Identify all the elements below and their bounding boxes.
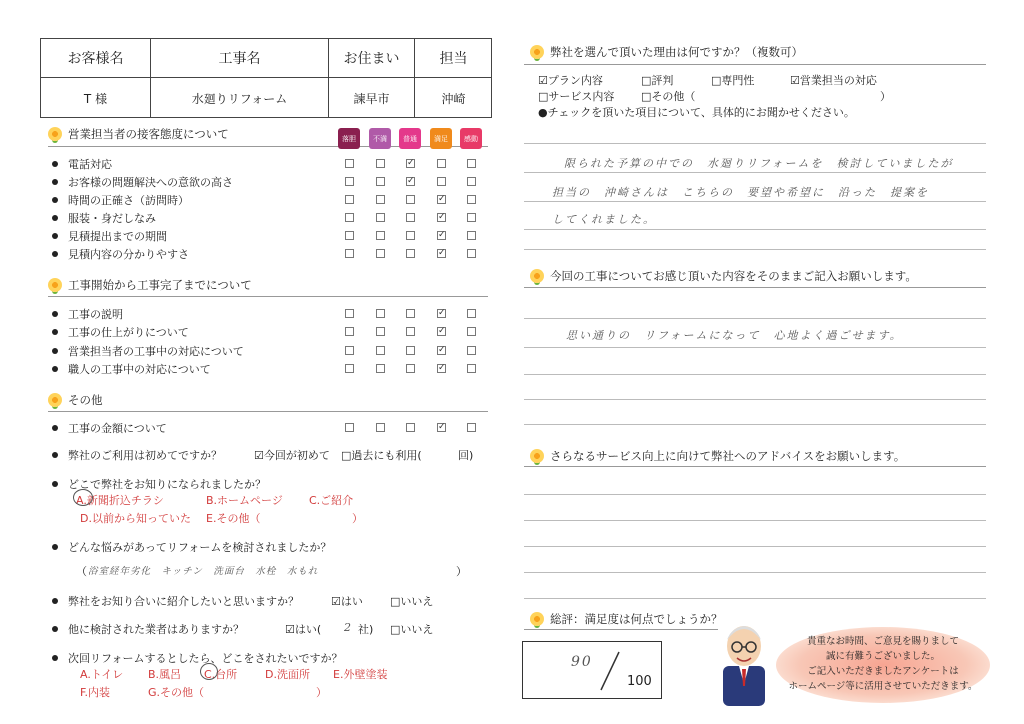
rating-row bbox=[52, 324, 189, 340]
work-name: 水廻りリフォーム bbox=[151, 78, 329, 118]
rating-checkbox[interactable] bbox=[467, 231, 476, 240]
slash-mark bbox=[597, 650, 623, 692]
concern-paren-close: ） bbox=[456, 565, 467, 578]
flower-icon bbox=[48, 278, 62, 292]
rating-checkbox[interactable]: ✓ bbox=[438, 248, 446, 258]
bullet-icon bbox=[52, 311, 58, 317]
flower-icon bbox=[530, 269, 544, 283]
badge-disappointed: 落胆 bbox=[338, 128, 360, 149]
other-vendors-unit: 社) bbox=[358, 623, 374, 636]
answer-line bbox=[524, 318, 986, 319]
rating-checkbox[interactable]: ✓ bbox=[407, 176, 415, 186]
rating-checkbox[interactable] bbox=[406, 309, 415, 318]
rating-checkbox[interactable]: ✓ bbox=[438, 344, 446, 355]
rating-checkbox[interactable] bbox=[376, 231, 385, 240]
question-introduce: 弊社をお知り合いに紹介したいと思いますか？ bbox=[52, 593, 299, 609]
rating-label: 工事の仕上がりについて bbox=[68, 326, 189, 340]
rating-checkbox[interactable] bbox=[467, 309, 476, 318]
reason-plan[interactable]: ☑プラン内容 bbox=[538, 74, 603, 87]
rating-checkbox[interactable]: ✓ bbox=[438, 362, 446, 373]
flower-icon bbox=[530, 612, 544, 626]
rating-label: 工事の説明 bbox=[68, 308, 123, 321]
next-option-g-end: ） bbox=[316, 686, 327, 699]
question-next-reform: 次回リフォームするとしたら、どこをされたいですか？ bbox=[52, 650, 342, 666]
next-option-c[interactable]: C.台所 bbox=[204, 668, 238, 681]
next-option-d[interactable]: D.洗面所 bbox=[265, 668, 310, 681]
bullet-icon bbox=[52, 348, 58, 354]
rating-checkbox[interactable] bbox=[376, 327, 385, 336]
section-other-heading: その他 bbox=[48, 392, 103, 408]
reason-heading: 弊社を選んで頂いた理由は何ですか？（複数可） bbox=[530, 44, 803, 60]
rating-checkbox[interactable] bbox=[345, 309, 354, 318]
rating-checkbox[interactable] bbox=[467, 249, 476, 258]
other-vendors-count: 2 bbox=[344, 621, 353, 634]
other-vendors-no[interactable]: □いいえ bbox=[390, 623, 434, 636]
rating-checkbox[interactable] bbox=[437, 159, 446, 168]
badge-normal: 普通 bbox=[399, 128, 421, 149]
question-first-use: 弊社のご利用は初めてですか？ bbox=[52, 447, 222, 463]
rating-label: お客様の問題解決への意欲の高さ bbox=[68, 176, 233, 189]
first-use-option-past[interactable]: □過去にも利用( bbox=[341, 449, 422, 462]
badge-impressed: 感動 bbox=[460, 128, 482, 149]
introduce-yes[interactable]: ☑はい bbox=[331, 595, 363, 608]
answer-line bbox=[524, 347, 986, 348]
rating-checkbox[interactable] bbox=[467, 364, 476, 373]
bullet-icon bbox=[52, 233, 58, 239]
divider bbox=[524, 287, 986, 288]
rating-label: 服装・身だしなみ bbox=[68, 212, 156, 225]
rating-row bbox=[52, 174, 233, 190]
answer-line bbox=[524, 572, 986, 573]
rating-row bbox=[52, 228, 167, 244]
rating-checkbox[interactable] bbox=[345, 159, 354, 168]
section-staff-heading: 営業担当者の接客態度について bbox=[48, 126, 229, 142]
rating-checkbox[interactable] bbox=[345, 249, 354, 258]
rating-checkbox[interactable]: ✓ bbox=[438, 422, 446, 432]
concern-paren-open: （ bbox=[76, 565, 87, 578]
rating-row bbox=[52, 246, 189, 262]
header-label-staff: 担当 bbox=[415, 39, 492, 78]
header-label-address: お住まい bbox=[329, 39, 415, 78]
divider bbox=[48, 146, 488, 147]
reason-answer-line-1: 限られた予算の中での 水廻りリフォームを 検討していましたが bbox=[564, 157, 954, 170]
next-option-b[interactable]: B.風呂 bbox=[148, 668, 182, 681]
rating-checkbox[interactable] bbox=[376, 159, 385, 168]
flower-icon bbox=[48, 127, 62, 141]
rating-label: 職人の工事中の対応について bbox=[68, 362, 211, 376]
divider bbox=[524, 64, 986, 65]
customer-info-table bbox=[40, 38, 492, 118]
bullet-icon bbox=[52, 179, 58, 185]
rating-checkbox[interactable] bbox=[467, 213, 476, 222]
rating-checkbox[interactable] bbox=[376, 213, 385, 222]
rating-row bbox=[52, 306, 123, 322]
bullet-icon bbox=[52, 425, 58, 431]
rating-label: 営業担当者の工事中の対応について bbox=[68, 344, 244, 358]
reason-service[interactable]: □サービス内容 bbox=[538, 90, 615, 103]
first-use-count-end: 回) bbox=[458, 449, 474, 462]
rating-checkbox[interactable] bbox=[345, 423, 354, 432]
rating-row bbox=[52, 361, 211, 377]
badge-satisfied: 満足 bbox=[430, 128, 452, 149]
rating-row bbox=[52, 156, 112, 172]
bullet-icon bbox=[52, 366, 58, 372]
rating-checkbox[interactable]: ✓ bbox=[438, 212, 446, 222]
other-vendors-yes[interactable]: ☑はい( bbox=[285, 623, 322, 636]
bullet-icon bbox=[52, 197, 58, 203]
first-use-option-yes[interactable]: ☑今回が初めて bbox=[254, 449, 330, 462]
rating-checkbox[interactable] bbox=[345, 346, 354, 355]
rating-label: 見積内容の分かりやすさ bbox=[68, 248, 189, 261]
circle-mark bbox=[73, 489, 93, 506]
concern-answer: 浴室経年劣化 キッチン 洗面台 水栓 水もれ bbox=[88, 566, 319, 577]
answer-line bbox=[524, 229, 986, 230]
rating-checkbox[interactable] bbox=[467, 327, 476, 336]
answer-line bbox=[524, 424, 986, 425]
bullet-icon bbox=[52, 161, 58, 167]
how-know-option-d[interactable]: D.以前から知っていた bbox=[80, 512, 191, 525]
rating-label: 時間の正確さ（訪問時） bbox=[68, 194, 189, 207]
rating-checkbox[interactable] bbox=[345, 231, 354, 240]
rating-checkbox[interactable] bbox=[376, 346, 385, 355]
bullet-icon bbox=[52, 215, 58, 221]
rating-checkbox[interactable] bbox=[376, 364, 385, 373]
introduce-no[interactable]: □いいえ bbox=[390, 595, 434, 608]
answer-line bbox=[524, 143, 986, 144]
bullet-icon bbox=[52, 329, 58, 335]
reason-other-end: ） bbox=[880, 90, 891, 103]
how-know-option-a[interactable]: A.新聞折込チラシ bbox=[76, 494, 164, 507]
rating-checkbox[interactable] bbox=[406, 213, 415, 222]
rating-checkbox[interactable] bbox=[345, 327, 354, 336]
score-heading: 総評：満足度は何点でしょうか？ bbox=[530, 611, 723, 627]
next-option-f[interactable]: F.内装 bbox=[80, 686, 111, 699]
answer-line bbox=[524, 374, 986, 375]
rating-checkbox[interactable]: ✓ bbox=[438, 308, 446, 318]
reason-staff[interactable]: ☑営業担当の対応 bbox=[790, 74, 877, 87]
rating-checkbox[interactable] bbox=[437, 177, 446, 186]
how-know-option-b[interactable]: B.ホームページ bbox=[206, 494, 283, 507]
rating-checkbox[interactable] bbox=[345, 177, 354, 186]
rating-checkbox[interactable]: ✓ bbox=[438, 230, 446, 240]
flower-icon bbox=[530, 45, 544, 59]
rating-checkbox[interactable] bbox=[376, 249, 385, 258]
rating-checkbox[interactable]: ✓ bbox=[407, 158, 415, 168]
rating-checkbox[interactable] bbox=[467, 195, 476, 204]
rating-checkbox[interactable] bbox=[345, 195, 354, 204]
advice-heading: さらなるサービス向上に向けて弊社へのアドバイスをお願いします。 bbox=[530, 448, 905, 464]
rating-checkbox[interactable] bbox=[345, 213, 354, 222]
rating-checkbox[interactable] bbox=[406, 423, 415, 432]
rating-row bbox=[52, 343, 244, 359]
rating-label: 見積提出までの期間 bbox=[68, 230, 167, 243]
rating-checkbox[interactable] bbox=[467, 177, 476, 186]
rating-checkbox[interactable] bbox=[406, 327, 415, 336]
rating-checkbox[interactable] bbox=[345, 364, 354, 373]
reason-expertise[interactable]: □専門性 bbox=[711, 74, 755, 87]
reason-answer-line-2: 担当の 沖崎さんは こちらの 要望や希望に 沿った 提案を bbox=[552, 186, 929, 199]
reason-note: ●チェックを頂いた項目について、具体的にお聞かせください。 bbox=[538, 106, 855, 119]
reason-answer-line-3: してくれました。 bbox=[552, 213, 656, 226]
divider bbox=[524, 466, 986, 467]
header-label-work: 工事名 bbox=[151, 39, 329, 78]
answer-line bbox=[524, 399, 986, 400]
next-option-g[interactable]: G.その他（ bbox=[148, 686, 205, 699]
reason-reputation[interactable]: □評判 bbox=[641, 74, 674, 87]
answer-line bbox=[524, 494, 986, 495]
rating-checkbox[interactable] bbox=[406, 346, 415, 355]
next-option-a[interactable]: A.トイレ bbox=[80, 668, 124, 681]
flower-icon bbox=[530, 449, 544, 463]
score-box bbox=[522, 641, 662, 699]
circle-mark bbox=[200, 663, 218, 680]
address: 諫早市 bbox=[329, 78, 415, 118]
rating-checkbox[interactable] bbox=[406, 195, 415, 204]
divider bbox=[48, 296, 488, 297]
question-concern: どんな悩みがあってリフォームを検討されましたか？ bbox=[52, 539, 331, 555]
rating-label: 電話対応 bbox=[68, 158, 112, 171]
section-construction-heading: 工事開始から工事完了までについて bbox=[48, 277, 252, 293]
rating-row bbox=[52, 420, 167, 436]
how-know-option-e-end: ） bbox=[352, 512, 363, 525]
divider bbox=[524, 629, 718, 630]
rating-checkbox[interactable] bbox=[467, 346, 476, 355]
answer-line bbox=[524, 520, 986, 521]
badge-dissatisfied: 不満 bbox=[369, 128, 391, 149]
staff-name: 沖崎 bbox=[441, 91, 466, 106]
rating-checkbox[interactable] bbox=[467, 423, 476, 432]
rating-checkbox[interactable] bbox=[406, 231, 415, 240]
next-option-e[interactable]: E.外壁塗装 bbox=[333, 668, 388, 681]
how-know-option-c[interactable]: C.ご紹介 bbox=[309, 494, 354, 507]
rating-row bbox=[52, 192, 189, 208]
flower-icon bbox=[48, 393, 62, 407]
how-know-option-e[interactable]: E.その他（ bbox=[206, 512, 261, 525]
rating-checkbox[interactable] bbox=[376, 423, 385, 432]
answer-line bbox=[524, 546, 986, 547]
divider bbox=[48, 411, 488, 412]
answer-line bbox=[524, 249, 986, 250]
header-label-customer: お客様名 bbox=[41, 39, 151, 78]
question-how-know: どこで弊社をお知りになられましたか？ bbox=[52, 476, 266, 492]
rating-checkbox[interactable]: ✓ bbox=[438, 194, 446, 204]
rating-checkbox[interactable] bbox=[406, 364, 415, 373]
thanks-text: 貴重なお時間、ご意見を賜りまして 誠に有難うございました。 ご記入いただきましたアンケートは ホームページ等に活用させていただきます。 bbox=[788, 636, 978, 692]
answer-line bbox=[524, 201, 986, 202]
rating-checkbox[interactable] bbox=[376, 309, 385, 318]
mascot-president-icon bbox=[713, 614, 775, 706]
rating-row bbox=[52, 210, 156, 226]
reason-other[interactable]: □その他（ bbox=[641, 90, 696, 103]
rating-checkbox[interactable]: ✓ bbox=[438, 326, 446, 337]
rating-checkbox[interactable] bbox=[467, 159, 476, 168]
impression-answer: 思い通りの リフォームになって 心地よく過ごせます。 bbox=[566, 329, 903, 342]
impression-heading: 今回の工事についてお感じ頂いた内容をそのままご記入お願いします。 bbox=[530, 268, 917, 284]
score-value: 90 bbox=[571, 654, 593, 670]
rating-checkbox[interactable] bbox=[406, 249, 415, 258]
bullet-icon bbox=[52, 251, 58, 257]
answer-line bbox=[524, 172, 986, 173]
rating-checkbox[interactable] bbox=[376, 195, 385, 204]
rating-label: 工事の金額について bbox=[68, 422, 167, 435]
answer-line bbox=[524, 598, 986, 599]
question-other-vendors: 他に検討された業者はありますか？ bbox=[52, 621, 244, 637]
rating-checkbox[interactable] bbox=[376, 177, 385, 186]
score-max: 100 bbox=[627, 674, 652, 689]
customer-name: T 様 bbox=[41, 78, 151, 118]
